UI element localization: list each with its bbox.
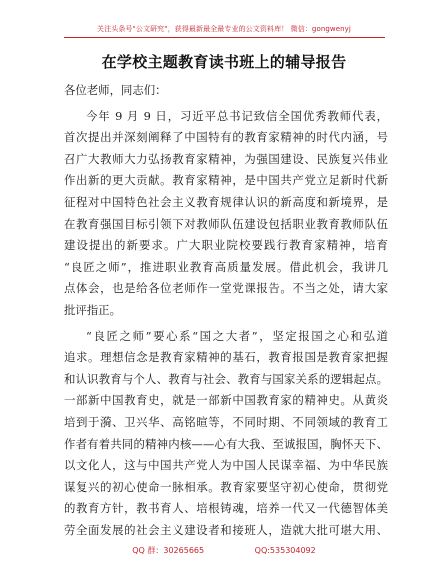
paragraph-line: 和认识教育与个人、教育与社会、教育与国家关系的逻辑起点。 — [64, 371, 388, 386]
paragraph-line: “良匠之师”，推进职业教育高质量发展。借此机会，我讲几 — [64, 259, 388, 274]
paragraph-line: 征程对中国特色社会主义教育规律认识的新高度和新境界，是 — [64, 194, 388, 209]
footer-qq-group: QQ 群：30265665 — [132, 546, 205, 555]
paragraph-line: 追求。理想信念是教育家精神的基石，教育报国是教育家把握 — [64, 350, 388, 365]
paragraph-line: 批评指正。 — [64, 302, 121, 317]
paragraph-line: 以文化人，这与中国共产党人为中国人民谋幸福、为中华民族 — [64, 458, 388, 473]
salutation: 各位老师，同志们： — [64, 83, 167, 97]
paragraph-line: 培到于漪、卫兴华、高铭暄等，不同时期、不同领域的教育工 — [64, 414, 388, 429]
paragraph-2 — [64, 326, 388, 542]
footer-qq: QQ:535304092 — [254, 546, 316, 555]
paragraph-line: 的教育方针，教书育人、培根铸魂，培养一代又一代德智体美 — [64, 501, 388, 516]
document-title: 在学校主题教育读书班上的辅导报告 — [101, 53, 347, 71]
paragraph-line: 劳全面发展的社会主义建设者和接班人，造就大批可堪大用、 — [64, 522, 388, 537]
paragraph-line: 作出新的更大贡献。教育家精神，是中国共产党立足新时代新 — [64, 173, 388, 188]
paragraph-line: 在教育强国目标引领下对教师队伍建设包括职业教育教师队伍 — [64, 216, 388, 231]
header-divider — [64, 37, 385, 38]
paragraph-line: 谋复兴的初心使命一脉相承。教育家要坚守初心使命，贯彻党 — [64, 479, 388, 494]
paragraph-line: “良匠之师”要心系“国之大者”，坚定报国之心和弘道 — [86, 328, 388, 343]
header-banner: 关注头条号"公文研究"，获得最新最全最专业的公文资料库！ 微信：gongwenyj — [97, 25, 351, 33]
paragraph-line: 一部新中国教育史，就是一部新中国教育家的精神史。从黄炎 — [64, 393, 388, 408]
paragraph-line: 首次提出并深刻阐释了中国特有的教育家精神的时代内涵，号 — [64, 130, 388, 145]
footer-contact — [0, 545, 448, 556]
paragraph-line: 作者有着共同的精神内核——心有大我、至诚报国，胸怀天下、 — [64, 436, 388, 451]
paragraph-line: 点体会，也是给各位老师作一堂党课报告。不当之处，请大家 — [64, 281, 388, 296]
paragraph-line: 召广大教师大力弘扬教育家精神，为强国建设、民族复兴伟业 — [64, 151, 388, 166]
paragraph-line: 建设提出的新要求。广大职业院校要践行教育家精神，培育 — [64, 238, 388, 253]
document-body — [64, 80, 388, 541]
paragraph-line: 今年 9 月 9 日，习近平总书记致信全国优秀教师代表， — [86, 108, 388, 123]
paragraph-1 — [64, 106, 388, 322]
